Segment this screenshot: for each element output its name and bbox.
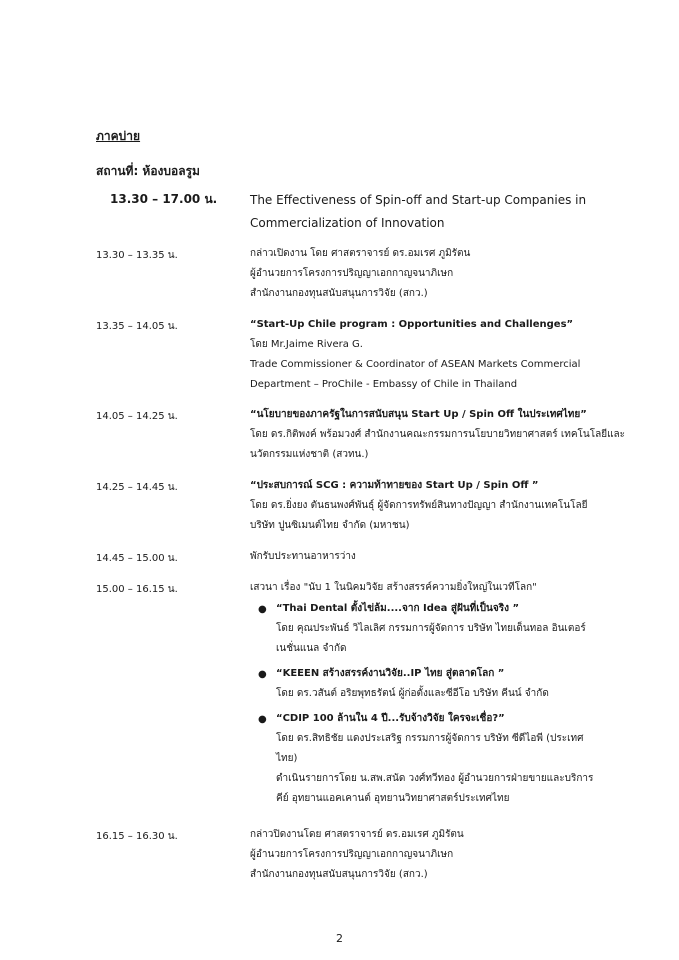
- agenda-item: [250, 825, 464, 885]
- panel-bullet: [276, 709, 593, 809]
- panel-bullet: [276, 664, 549, 704]
- agenda-line: Department – ProChile - Embassy of Chile in Thailand: [250, 379, 518, 390]
- agenda-item: [250, 476, 588, 536]
- agenda-time: 16.15 – 16.30 น.: [96, 831, 178, 842]
- main-session-time: 13.30 – 17.00 น.: [110, 192, 218, 206]
- panel-speaker-line: โดย ดร.วสันต์ อริยพุทธรัตน์ ผู้ก่อตั้งและซีอีโอ บริษัท คีนน์ จำกัด: [276, 688, 549, 699]
- main-title-line: The Effectiveness of Spin-off and Start-up Companies in: [250, 193, 587, 207]
- agenda-line: โดย ดร.กิติพงค์ พร้อมวงศ์ สำนักงานคณะกรรมการนโยบายวิทยาศาสตร์ เทคโนโลยีและ: [250, 429, 626, 440]
- agenda-item: [250, 315, 580, 395]
- moderator-line: ดำเนินรายการโดย น.สพ.สนัด วงศ์ทวีทอง ผู้อำนวยการฝ่ายขายและบริการ: [276, 773, 594, 784]
- agenda-line: พักรับประทานอาหารว่าง: [250, 551, 356, 562]
- page-number: 2: [336, 932, 343, 945]
- agenda-line: สำนักงานกองทุนสนับสนุนการวิจัย (สกว.): [250, 288, 428, 299]
- section-title: ภาคบ่าย: [96, 129, 141, 143]
- agenda-item: [250, 547, 356, 567]
- agenda-item: [250, 405, 625, 465]
- bullet-icon: ●: [258, 669, 267, 680]
- bullet-icon: ●: [258, 714, 267, 725]
- main-session-title: [250, 189, 586, 235]
- moderator-line: คีย์ อุทยานแอคเคานต์ อุทยานวิทยาศาสตร์ประเทศไทย: [276, 793, 510, 804]
- agenda-time: 13.30 – 13.35 น.: [96, 250, 178, 261]
- agenda-time: 14.05 – 14.25 น.: [96, 411, 178, 422]
- agenda-line: กล่าวเปิดงาน โดย ศาสตราจารย์ ดร.อมเรศ ภูมิรัตน: [250, 248, 471, 259]
- agenda-time: 14.45 – 15.00 น.: [96, 553, 178, 564]
- agenda-line: โดย Mr.Jaime Rivera G.: [250, 339, 363, 350]
- agenda-line: บริษัท ปูนซิเมนต์ไทย จำกัด (มหาชน): [250, 520, 410, 531]
- agenda-line: สำนักงานกองทุนสนับสนุนการวิจัย (สกว.): [250, 869, 428, 880]
- panel-talk-title: “Thai Dental ตั้งไข่ล้ม....จาก Idea สู่ฝันที่เป็นจริง ”: [276, 603, 520, 614]
- agenda-talk-title: “ประสบการณ์ SCG : ความท้าทายของ Start Up / Spin Off ”: [250, 480, 539, 491]
- main-title-line: Commercialization of Innovation: [250, 216, 445, 230]
- agenda-line: ผู้อำนวยการโครงการปริญญาเอกกาญจนาภิเษก: [250, 849, 454, 860]
- panel-talk-title: “KEEEN สร้างสรรค์งานวิจัย..IP ไทย สู่ตลาดโลก ”: [276, 668, 505, 679]
- panel-speaker-line: เนชั่นแนล จำกัด: [276, 643, 347, 654]
- panel-talk-title: “CDIP 100 ล้านใน 4 ปี...รับจ้างวิจัย ใครจะเชื่อ?”: [276, 713, 505, 724]
- panel-speaker-line: โดย คุณประพันธ์ วิไลเลิศ กรรมการผู้จัดการ บริษัท ไทยเด็นทอล อินเตอร์: [276, 623, 586, 634]
- agenda-line: Trade Commissioner & Coordinator of ASEAN Markets Commercial: [250, 359, 581, 370]
- agenda-time: 13.35 – 14.05 น.: [96, 321, 178, 332]
- agenda-talk-title: “นโยบายของภาครัฐในการสนับสนุน Start Up / Spin Off ในประเทศไทย”: [250, 409, 587, 420]
- agenda-talk-title: “Start-Up Chile program : Opportunities and Challenges”: [250, 319, 574, 330]
- panel-bullet: [276, 599, 586, 659]
- panel-speaker-line: ไทย): [276, 753, 298, 764]
- panel-heading: เสวนา เรื่อง "นับ 1 ในนิคมวิจัย สร้างสรรค์ความยิ่งใหญ่ในเวทีโลก": [250, 582, 537, 593]
- bullet-icon: ●: [258, 604, 267, 615]
- agenda-item: [250, 244, 470, 304]
- agenda-time: 14.25 – 14.45 น.: [96, 482, 178, 493]
- agenda-line: นวัตกรรมแห่งชาติ (สวทน.): [250, 449, 369, 460]
- agenda-line: ผู้อำนวยการโครงการปริญญาเอกกาญจนาภิเษก: [250, 268, 454, 279]
- venue-label: สถานที่: ห้องบอลรูม: [96, 164, 200, 178]
- agenda-line: โดย ดร.ยิ่งยง ตันธนพงศ์พันธุ์ ผู้จัดการทรัพย์สินทางปัญญา สำนักงานเทคโนโลยี: [250, 500, 588, 511]
- agenda-time: 15.00 – 16.15 น.: [96, 584, 178, 595]
- panel-speaker-line: โดย ดร.สิทธิชัย แดงประเสริฐ กรรมการผู้จัดการ บริษัท ซีดีไอพี (ประเทศ: [276, 733, 584, 744]
- agenda-line: กล่าวปิดงานโดย ศาสตราจารย์ ดร.อมเรศ ภูมิรัตน: [250, 829, 464, 840]
